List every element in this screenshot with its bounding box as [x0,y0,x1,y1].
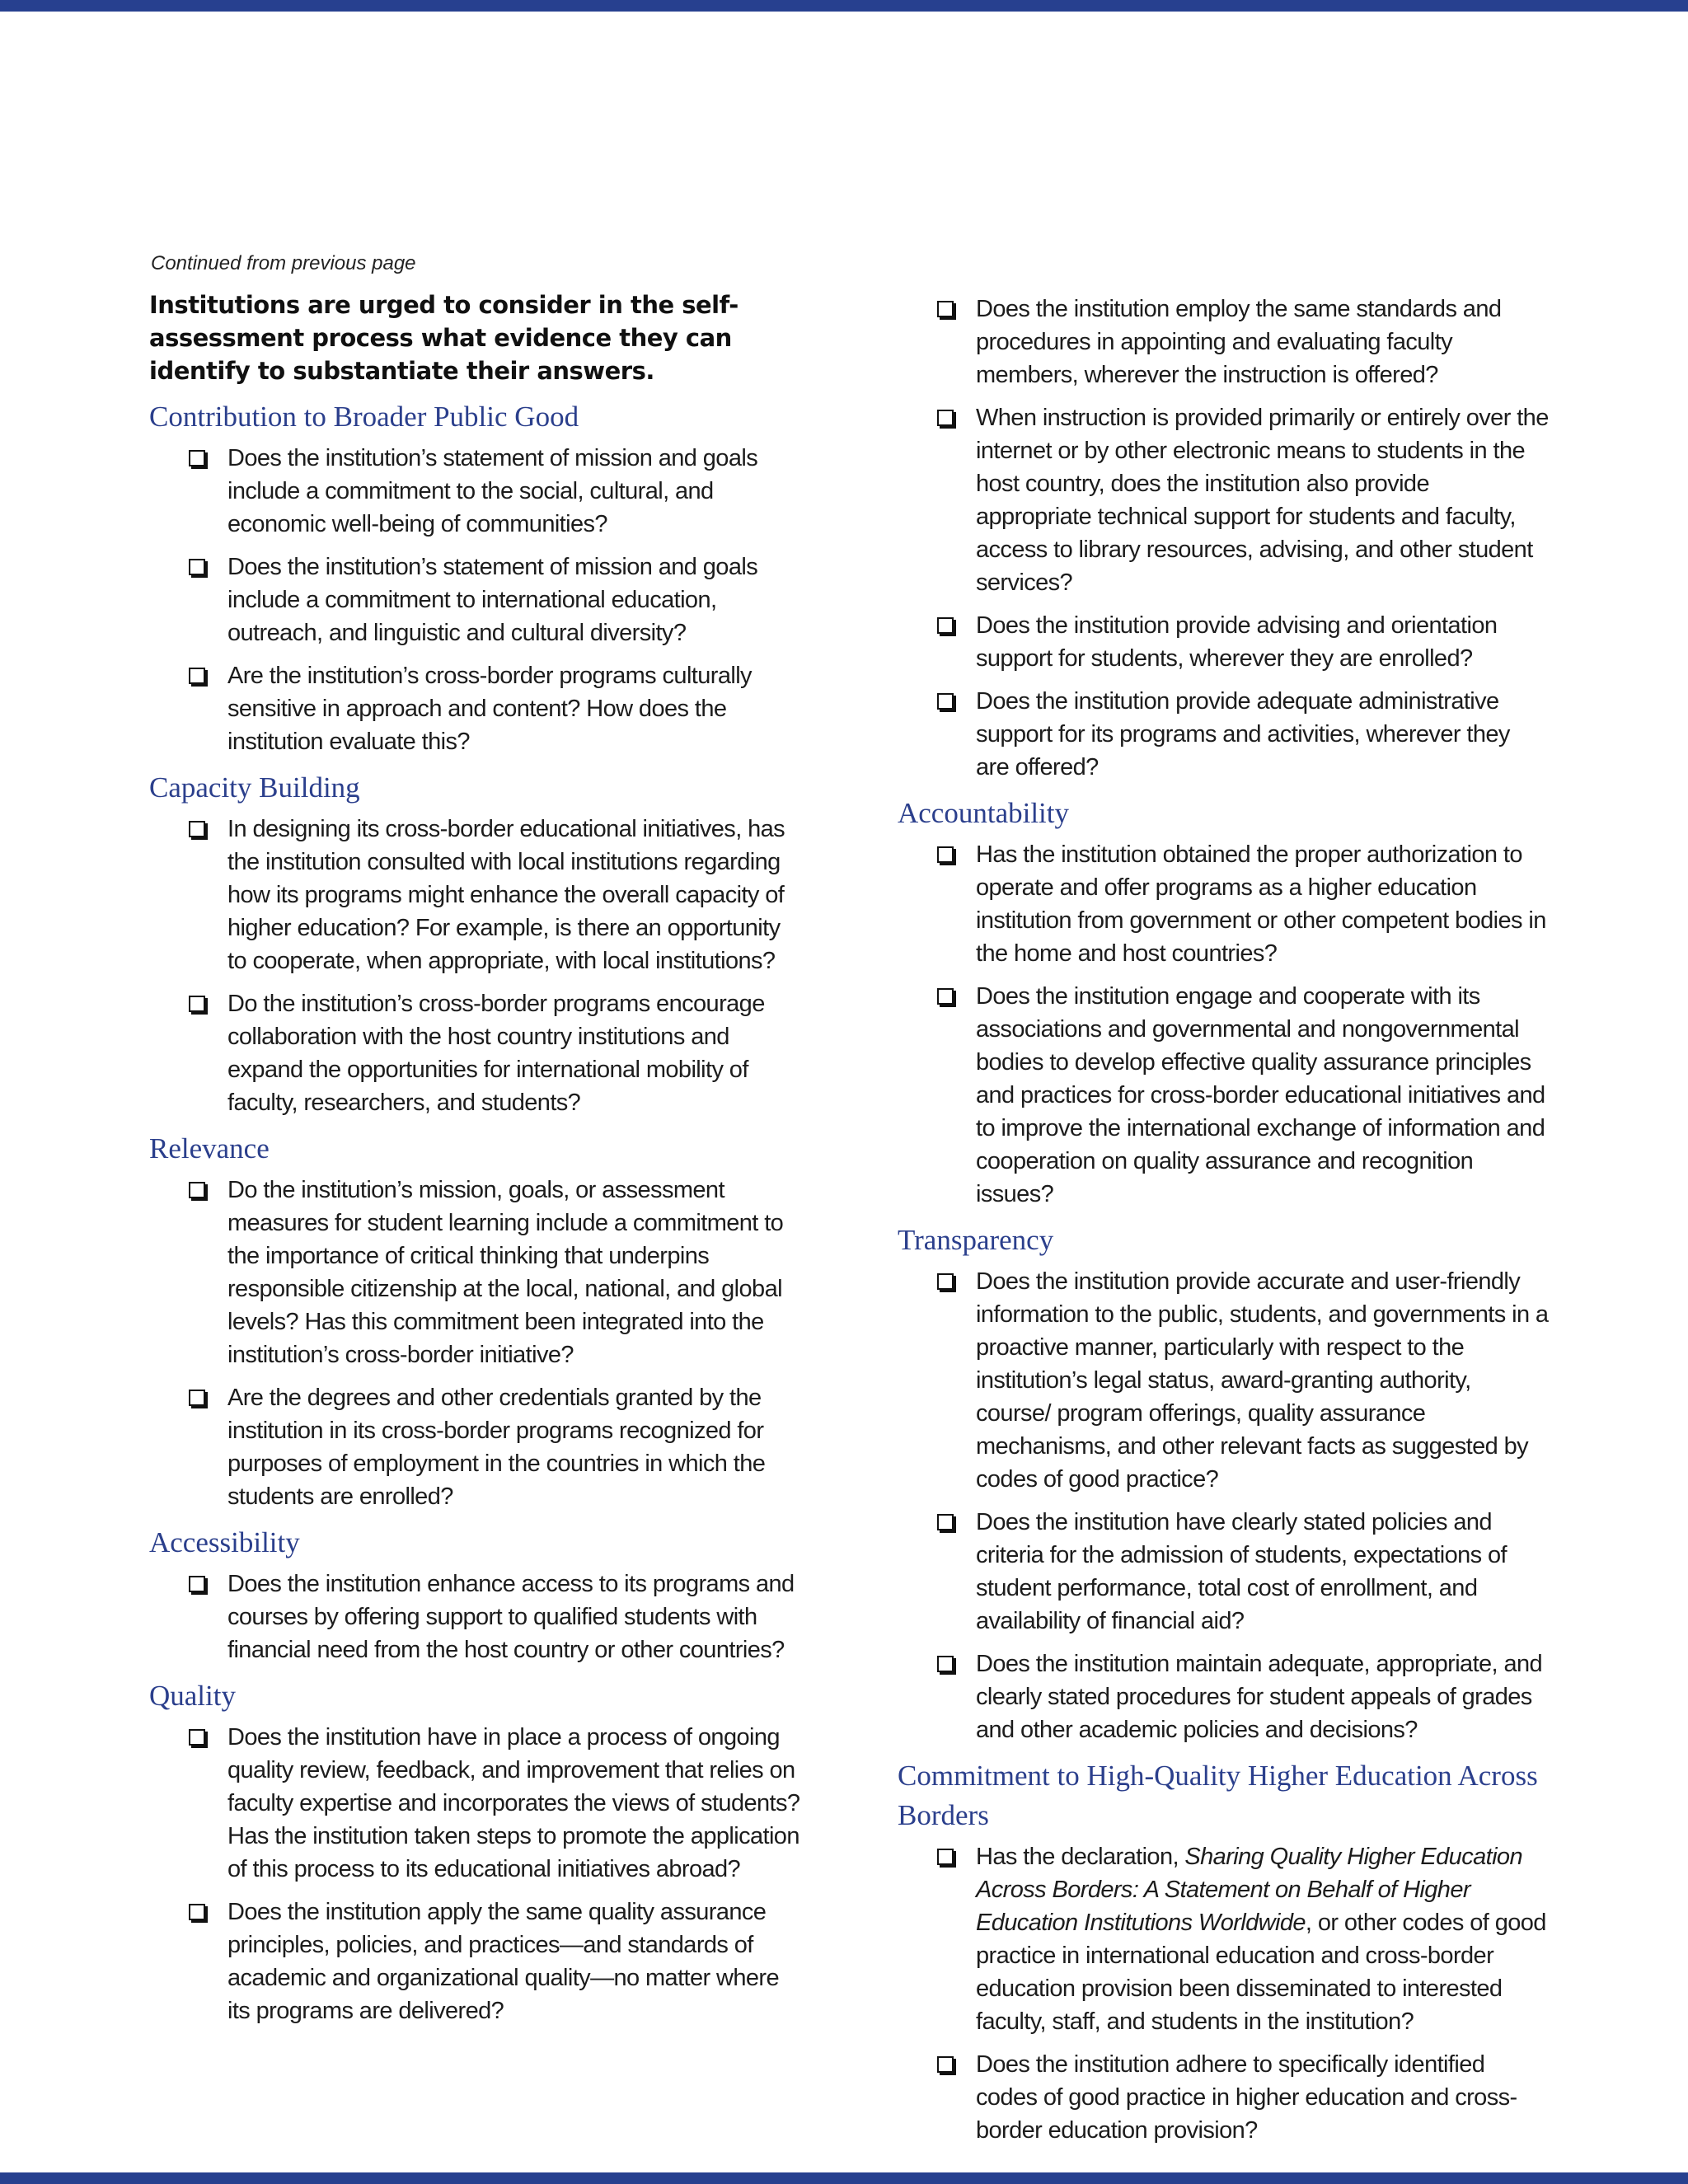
checklist-item-text: Are the institution’s cross-border programs culturally sensitive in approach and content? How does the institution evaluate this? [227,663,752,755]
checkbox-icon [189,1390,205,1406]
checklist-item [898,838,1549,970]
section-transparency [898,1221,1549,1746]
checklist-item [898,401,1549,599]
checklist-item [149,1896,800,2027]
checklist-item-text: Does the institution apply the same quality assurance principles, policies, and practices—and standards of academic and organizational quality—no matter where its programs are delivered? [227,1899,780,2024]
section-heading: Quality [149,1680,236,1712]
section-quality [149,1676,800,2027]
checkbox-icon [937,2056,954,2073]
checkbox-icon [937,988,954,1005]
checkbox-icon [189,1729,205,1746]
bottom-accent-bar [0,2172,1688,2184]
checkbox-icon [189,821,205,837]
checklist [149,1568,800,1666]
section-relevance [149,1129,800,1513]
checklist-item-text: Does the institution have clearly stated policies and criteria for the admission of students, expectations of student performance, total cost of enrollment, and availability of financial aid? [976,1509,1507,1634]
checklist [149,1174,800,1513]
checklist-item-text: Does the institution provide advising and orientation support for students, wherever they are enrolled? [976,612,1498,672]
checklist-item-text: Does the institution engage and cooperate with its associations and governmental and nongovernmental bodies to develop effective quality assurance principles and practices for cross-border educational initiatives and to improve the international exchange of information and cooperation on quality assurance and recognition issues? [976,983,1545,1207]
checklist-item [149,442,800,541]
left-sections [149,397,800,2027]
checklist-item-text: Does the institution maintain adequate, appropriate, and clearly stated procedures for student appeals of grades and other academic policies and decisions? [976,1651,1543,1743]
checklist-item-text: Do the institution’s cross-border programs encourage collaboration with the host country institutions and expand the opportunities for international mobility of faculty, researchers, and students? [227,991,765,1116]
checkbox-icon [937,301,954,317]
right-sections [898,293,1549,2147]
checklist [149,442,800,758]
checklist-item [149,987,800,1119]
checklist-item [149,551,800,649]
checkbox-icon [189,668,205,684]
section-commitment-to-high-quality-higher-education-across-borders [898,1756,1549,2147]
checklist-item [898,2048,1549,2147]
checkbox-icon [937,1849,954,1865]
checklist-item-text: Does the institution’s statement of mission and goals include a commitment to the social, cultural, and economic well-being of communities? [227,445,758,537]
section-capacity-building [149,768,800,1119]
checkbox-icon [189,1576,205,1592]
section-contribution-to-broader-public-good [149,397,800,758]
section-heading: Capacity Building [149,771,360,804]
checklist-item-text: Does the institution’s statement of mission and goals include a commitment to international education, outreach, and linguistic and cultural diversity? [227,554,758,646]
checkbox-icon [937,693,954,710]
checklist-item [149,1174,800,1371]
checkbox-icon [937,1514,954,1530]
continued-note: Continued from previous page [151,252,416,274]
section-accountability [898,794,1549,1211]
section-continued [898,293,1549,784]
checklist-item-text: When instruction is provided primarily or entirely over the internet or by other electronic means to students in the host country, does the institution also provide appropriate technical support for students and faculty, access to library resources, advising, and other student services? [976,405,1549,596]
checkbox-icon [189,1904,205,1920]
checklist-item [898,609,1549,675]
checklist-item [149,659,800,758]
checklist-item-text: Does the institution have in place a process of ongoing quality review, feedback, and improvement that relies on faculty expertise and incorporates the views of students? Has the institution taken steps to promote the application of this process to its educational initiatives abroad? [227,1724,800,1882]
checkbox-icon [937,617,954,634]
section-heading: Commitment to High-Quality Higher Education Across Borders [898,1760,1538,1831]
checklist [149,813,800,1119]
checklist [898,838,1549,1211]
checklist-item [898,685,1549,784]
checklist-item-text: Does the institution provide adequate administrative support for its programs and activities, wherever they are offered? [976,688,1510,780]
checkbox-icon [937,1273,954,1290]
checkbox-icon [937,1656,954,1672]
checklist-item-text: Does the institution employ the same standards and procedures in appointing and evaluating faculty members, wherever the instruction is offered? [976,296,1502,388]
checklist-item-text: Has the institution obtained the proper authorization to operate and offer programs as a higher education institution from government or other competent bodies in the home and host countries? [976,841,1546,967]
checkbox-icon [189,559,205,575]
checklist [898,1265,1549,1746]
top-accent-bar [0,0,1688,12]
checklist [149,1721,800,2027]
section-heading: Accessibility [149,1526,300,1558]
checklist-item [898,1506,1549,1638]
checklist-item [898,1647,1549,1746]
declaration-title: Sharing Quality Higher Education Across Borders: A Statement on Behalf of Higher Education Institutions Worldwide [976,1844,1522,1936]
checklist [898,1840,1549,2147]
checklist-item-text: Does the institution enhance access to its programs and courses by offering support to qualified students with financial need from the host country or other countries? [227,1571,795,1663]
section-heading: Contribution to Broader Public Good [149,401,579,433]
checklist-item [149,1381,800,1513]
section-heading: Transparency [898,1224,1054,1256]
checklist-item [149,1721,800,1886]
intro-paragraph: Institutions are urged to consider in the self-assessment process what evidence they can identify to substantiate their answers. [149,291,738,385]
checklist-item [898,1840,1549,2038]
section-heading: Accountability [898,797,1070,829]
checklist-item [149,813,800,977]
checkbox-icon [189,996,205,1012]
checklist [898,293,1549,784]
checklist-item [149,1568,800,1666]
checklist-item-text: Are the degrees and other credentials granted by the institution in its cross-border programs recognized for purposes of employment in the countries in which the students are enrolled? [227,1385,766,1510]
section-heading: Relevance [149,1132,270,1165]
left-column [149,251,800,2037]
checklist-item [898,1265,1549,1496]
checklist-item-text: Does the institution adhere to specifically identified codes of good practice in higher education and cross-border education provision? [976,2051,1517,2144]
checklist-item-text: In designing its cross-border educational initiatives, has the institution consulted with local institutions regarding how its programs might enhance the overall capacity of higher education? For example, is there an opportunity to cooperate, when appropriate, with local institutions? [227,816,785,974]
checkbox-icon [937,410,954,426]
right-column [898,293,1549,2157]
checkbox-icon [189,1182,205,1198]
checkbox-icon [937,846,954,863]
checklist-item [898,293,1549,391]
checkbox-icon [189,450,205,466]
checklist-item-text: Do the institution’s mission, goals, or assessment measures for student learning include a commitment to the importance of critical thinking that underpins responsible citizenship at the local, national, and global levels? Has this commitment been integrated into the institution’s cross-border initiative? [227,1177,784,1368]
checklist-item-text: Does the institution provide accurate and user-friendly information to the public, students, and governments in a proactive manner, particularly with respect to the institution’s legal status, award-granting authority, course/ program offerings, quality assurance mechanisms, and other relevant facts as suggested by codes of good practice? [976,1268,1549,1493]
section-accessibility [149,1523,800,1666]
checklist-item-text: Has the declaration, Sharing Quality Higher Education Across Borders: A Statement on Behalf of Higher Education Institutions Worldwide, or other codes of good practice in international education and cross-border education provision been disseminated to interested faculty, staff, and students in the institution? [976,1844,1546,2035]
checklist-item [898,980,1549,1211]
